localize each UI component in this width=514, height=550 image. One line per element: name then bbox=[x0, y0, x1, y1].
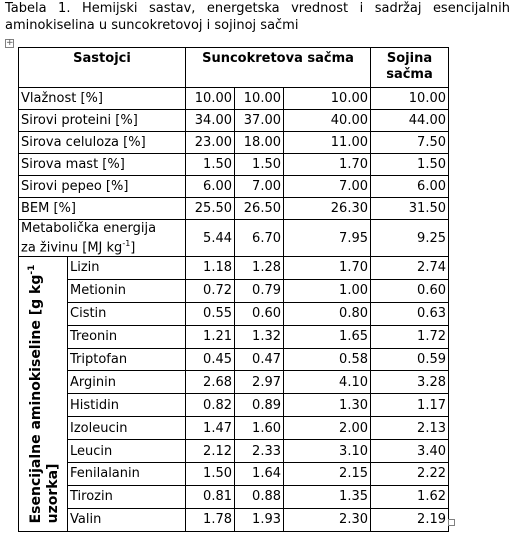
amino-group-line2: uzorka] bbox=[44, 463, 61, 524]
table-row bbox=[19, 88, 449, 110]
value-cell: 0.60 bbox=[235, 302, 284, 325]
value-cell: 0.82 bbox=[186, 394, 235, 417]
caption-line-1: Tabela 1. Hemijski sastav, energetska vrednost i sadržaj esencijalnih bbox=[5, 1, 510, 16]
amino-label: Valin bbox=[68, 508, 186, 531]
value-cell: 4.10 bbox=[284, 371, 371, 394]
table-row bbox=[19, 132, 449, 154]
amino-label: Izoleucin bbox=[68, 417, 186, 440]
row-label: Sirovi pepeo [%] bbox=[19, 176, 186, 198]
caption-line-2: aminokiselina u suncokretovoj i sojinoj sačmi bbox=[5, 18, 299, 33]
value-cell: 3.10 bbox=[284, 440, 371, 463]
value-cell: 1.50 bbox=[186, 463, 235, 486]
composition-table bbox=[18, 47, 449, 532]
value-cell: 2.74 bbox=[371, 257, 449, 280]
value-cell: 0.63 bbox=[371, 302, 449, 325]
row-label: Sirova mast [%] bbox=[19, 154, 186, 176]
value-cell: 7.00 bbox=[284, 176, 371, 198]
amino-row bbox=[19, 394, 449, 417]
value-cell: 0.58 bbox=[284, 348, 371, 371]
table-row bbox=[19, 198, 449, 220]
energy-label-end: ] bbox=[130, 240, 136, 256]
value-cell: 2.19 bbox=[371, 508, 449, 531]
value-cell: 44.00 bbox=[371, 110, 449, 132]
value-cell: 18.00 bbox=[235, 132, 284, 154]
value-cell: 10.00 bbox=[371, 88, 449, 110]
amino-group-text bbox=[24, 264, 62, 523]
value-cell: 1.21 bbox=[186, 325, 235, 348]
amino-label: Histidin bbox=[68, 394, 186, 417]
value-cell: 1.62 bbox=[371, 485, 449, 508]
value-cell: 31.50 bbox=[371, 198, 449, 220]
value-cell: 1.78 bbox=[186, 508, 235, 531]
amino-row bbox=[19, 508, 449, 531]
value-cell: 1.28 bbox=[235, 257, 284, 280]
value-cell: 2.15 bbox=[284, 463, 371, 486]
amino-row bbox=[19, 417, 449, 440]
amino-label: Fenilalanin bbox=[68, 463, 186, 486]
table-caption bbox=[5, 0, 510, 34]
amino-label: Metionin bbox=[68, 279, 186, 302]
value-cell: 1.00 bbox=[284, 279, 371, 302]
value-cell: 0.59 bbox=[371, 348, 449, 371]
value-cell: 2.33 bbox=[235, 440, 284, 463]
value-cell: 5.44 bbox=[186, 220, 235, 257]
amino-group-label bbox=[19, 257, 68, 532]
value-cell: 1.60 bbox=[235, 417, 284, 440]
value-cell: 6.00 bbox=[371, 176, 449, 198]
value-cell: 1.93 bbox=[235, 508, 284, 531]
value-cell: 26.50 bbox=[235, 198, 284, 220]
value-cell: 10.00 bbox=[235, 88, 284, 110]
amino-label: Tirozin bbox=[68, 485, 186, 508]
amino-row bbox=[19, 257, 449, 280]
value-cell: 2.22 bbox=[371, 463, 449, 486]
header-row bbox=[19, 48, 449, 88]
amino-label: Lizin bbox=[68, 257, 186, 280]
value-cell: 7.00 bbox=[235, 176, 284, 198]
table-row bbox=[19, 154, 449, 176]
amino-group-sup: -1 bbox=[27, 264, 38, 275]
amino-row bbox=[19, 302, 449, 325]
value-cell: 40.00 bbox=[284, 110, 371, 132]
energy-label bbox=[19, 220, 186, 257]
value-cell: 1.50 bbox=[186, 154, 235, 176]
amino-label: Arginin bbox=[68, 371, 186, 394]
table-row-energy bbox=[19, 220, 449, 257]
amino-label: Cistin bbox=[68, 302, 186, 325]
header-sojina: Sojina sačma bbox=[371, 48, 449, 88]
value-cell: 1.32 bbox=[235, 325, 284, 348]
amino-row bbox=[19, 463, 449, 486]
value-cell: 1.50 bbox=[371, 154, 449, 176]
value-cell: 1.70 bbox=[284, 154, 371, 176]
value-cell: 1.17 bbox=[371, 394, 449, 417]
value-cell: 9.25 bbox=[371, 220, 449, 257]
value-cell: 0.88 bbox=[235, 485, 284, 508]
value-cell: 10.00 bbox=[186, 88, 235, 110]
value-cell: 1.35 bbox=[284, 485, 371, 508]
value-cell: 2.68 bbox=[186, 371, 235, 394]
value-cell: 1.30 bbox=[284, 394, 371, 417]
row-label: BEM [%] bbox=[19, 198, 186, 220]
value-cell: 0.60 bbox=[371, 279, 449, 302]
amino-row bbox=[19, 348, 449, 371]
value-cell: 1.47 bbox=[186, 417, 235, 440]
amino-label: Treonin bbox=[68, 325, 186, 348]
value-cell: 2.30 bbox=[284, 508, 371, 531]
amino-row bbox=[19, 485, 449, 508]
amino-label: Triptofan bbox=[68, 348, 186, 371]
value-cell: 1.72 bbox=[371, 325, 449, 348]
value-cell: 37.00 bbox=[235, 110, 284, 132]
value-cell: 2.00 bbox=[284, 417, 371, 440]
energy-label-line1: Metabolička energija bbox=[21, 220, 157, 236]
table-move-handle-icon[interactable]: + bbox=[6, 38, 14, 48]
value-cell: 1.70 bbox=[284, 257, 371, 280]
value-cell: 1.18 bbox=[186, 257, 235, 280]
table-resize-handle-icon[interactable] bbox=[448, 519, 455, 526]
row-label: Sirovi proteini [%] bbox=[19, 110, 186, 132]
value-cell: 0.45 bbox=[186, 348, 235, 371]
row-label: Vlažnost [%] bbox=[19, 88, 186, 110]
amino-row bbox=[19, 279, 449, 302]
energy-label-line2: za živinu [MJ kg bbox=[21, 240, 123, 256]
value-cell: 7.50 bbox=[371, 132, 449, 154]
amino-group-main: Esencijalne aminokiseline [g kg bbox=[27, 274, 44, 524]
header-sastojci: Sastojci bbox=[19, 48, 186, 88]
row-label: Sirova celuloza [%] bbox=[19, 132, 186, 154]
value-cell: 3.28 bbox=[371, 371, 449, 394]
table-row bbox=[19, 110, 449, 132]
amino-row bbox=[19, 440, 449, 463]
value-cell: 0.89 bbox=[235, 394, 284, 417]
value-cell: 0.47 bbox=[235, 348, 284, 371]
value-cell: 34.00 bbox=[186, 110, 235, 132]
value-cell: 0.55 bbox=[186, 302, 235, 325]
amino-label: Leucin bbox=[68, 440, 186, 463]
value-cell: 7.95 bbox=[284, 220, 371, 257]
table-row bbox=[19, 176, 449, 198]
energy-label-sup: -1 bbox=[122, 238, 131, 248]
value-cell: 10.00 bbox=[284, 88, 371, 110]
amino-row bbox=[19, 371, 449, 394]
value-cell: 1.50 bbox=[235, 154, 284, 176]
value-cell: 3.40 bbox=[371, 440, 449, 463]
value-cell: 1.64 bbox=[235, 463, 284, 486]
value-cell: 23.00 bbox=[186, 132, 235, 154]
value-cell: 6.00 bbox=[186, 176, 235, 198]
value-cell: 2.97 bbox=[235, 371, 284, 394]
value-cell: 6.70 bbox=[235, 220, 284, 257]
amino-row bbox=[19, 325, 449, 348]
value-cell: 0.79 bbox=[235, 279, 284, 302]
value-cell: 0.72 bbox=[186, 279, 235, 302]
value-cell: 26.30 bbox=[284, 198, 371, 220]
header-suncokretova: Suncokretova sačma bbox=[186, 48, 371, 88]
value-cell: 0.81 bbox=[186, 485, 235, 508]
value-cell: 11.00 bbox=[284, 132, 371, 154]
value-cell: 1.65 bbox=[284, 325, 371, 348]
value-cell: 2.12 bbox=[186, 440, 235, 463]
value-cell: 25.50 bbox=[186, 198, 235, 220]
value-cell: 2.13 bbox=[371, 417, 449, 440]
value-cell: 0.80 bbox=[284, 302, 371, 325]
